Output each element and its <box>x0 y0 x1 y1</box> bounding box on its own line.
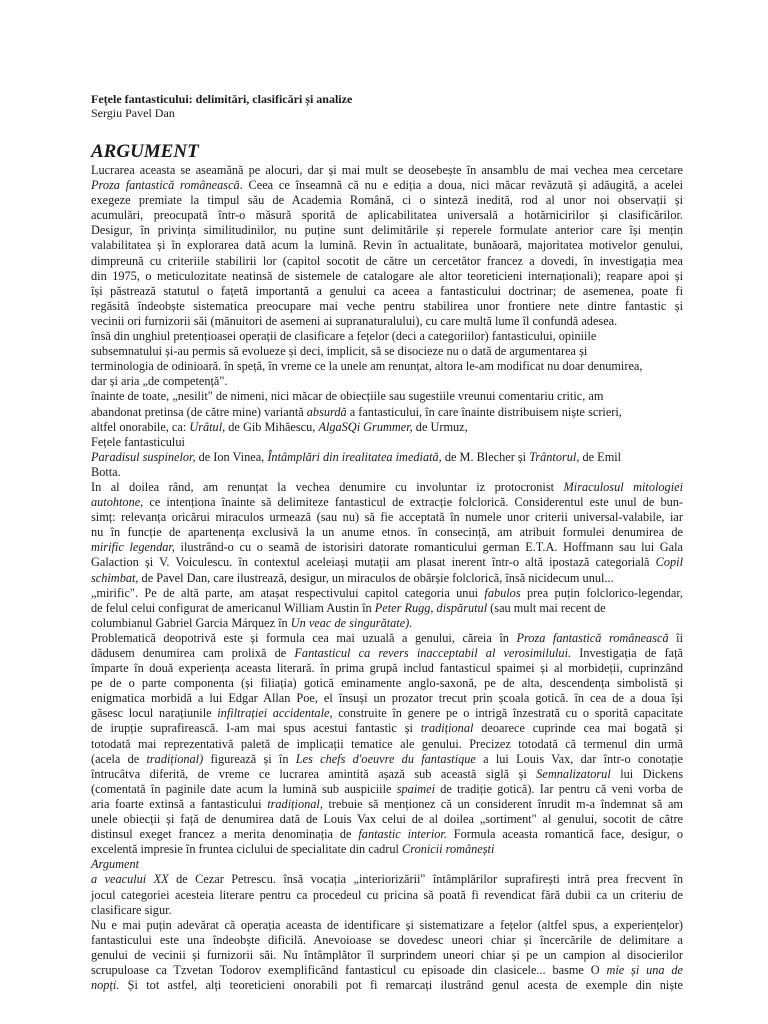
text-line: Argument <box>91 857 140 872</box>
text-line: dimpreună cu criteriile stabilirii lor (capitol socotit de către un cercetător francez a dovedi, în investigația mea <box>91 253 683 268</box>
text-line: enigmatica morbidă a lui Edgar Allan Poe, el însuși un prozator trecut prin școala gotică. în cea de a doua își <box>91 691 683 706</box>
text-line: împarte în două experiența aceasta literară. în prima grupă includ fantasticul spaimei și al morbideții, cuprinzând <box>91 661 683 676</box>
text-line: exegeze premiate la timpul său de Academia Română, ci o sinteză inedită, rod al unor noi observații și <box>91 193 683 208</box>
text-line: (acela de tradițional) figurează și în Les chefs d'oeuvre du fantastique a lui Louis Vax, dar într-o conotație <box>91 751 683 766</box>
section-heading: ARGUMENT <box>91 141 199 162</box>
text-line: nu în funcție de apartenența exclusivă la un anume etnos. în consecință, am atribuit formulei denumirea de <box>91 525 683 540</box>
text-line: acumulări, preocupată într-o măsură sporită de aplicabilitatea universală a hotărnicirilor și clasificărilor. <box>91 208 683 223</box>
text-line: Proza fantastică românească. Ceea ce înseamnă că nu e ediția a doua, nici măcar revăzută și adăugită, a acelei <box>91 178 683 193</box>
text-line: fantasticului este una îndeobște dificilă. Anevoioase se dovedesc uneori chiar și încercările de delimitare a <box>91 932 683 947</box>
text-line: Desigur, în privința similitudinilor, nu puține sunt delimitările și reperele formulate anterior care își mențin <box>91 223 683 238</box>
text-line: Botta. <box>91 464 121 479</box>
text-line: In al doilea rând, am renunțat la vechea denumire cu involuntar iz protocronist Miraculosul mitologiei <box>91 479 683 494</box>
text-line: însă din unghiul pretențioasei operații de clasificare a fețelor (deci a categoriilor) fantasticului, opiniile <box>91 329 597 344</box>
text-line: abandonat pretinsa (de către mine) variantă absurdă a fantasticului, în care înainte distribuisem niște scrieri, <box>91 404 622 419</box>
text-line: găsesc locul narațiunile infiltrației accidentale, construite în genere pe o intrigă înzestrată cu o sporită capacitate <box>91 706 683 721</box>
text-line: jocul categoriei acesteia literare pentru ca procedeul cu pricina să poată fi revendicat fără dubii ca un criteriu de <box>91 887 683 902</box>
text-line: totodată mai reprezentativă paletă de implicații tematice ale genului. Precizez totodată că termenul din urmă <box>91 736 683 751</box>
text-line: a veacului XX de Cezar Petrescu. însă vocația „interiorizării" întâmplărilor suprafirești intră prea frecvent în <box>91 872 683 887</box>
text-line: întrucâtva diferită, de vreme ce lucrarea amintită așază sub această siglă și Semnalizatorul lui Dickens <box>91 766 683 781</box>
text-line: dădusem denumirea cam prolixă de Fantasticul ca revers inacceptabil al verosimilului. Investigația de față <box>91 646 683 660</box>
body-text <box>91 163 683 993</box>
text-line: excelentă impresie în fruntea ciclului de specialitate din cadrul Cronicii românești <box>91 842 495 857</box>
text-line: pe de o parte componenta (și filiația) gotică eminamente anglo-saxonă, pe de alta, descendența simbolistă și <box>91 676 683 691</box>
text-line: vecinii ori furnizorii săi (mănuitori de asemeni ai supranaturalului), cu care multă lume îl confundă adesea. <box>91 313 618 328</box>
text-line: înainte de toate, „nesilit" de nimeni, nici măcar de obiecțiile sau sugestiile vreunui comentariu critic, am <box>91 389 604 404</box>
text-line: de felul celui configurat de americanul William Austin în Peter Rugg, dispărutul (sau mult mai recent de <box>91 600 606 615</box>
text-line: simț: relevanța oricărui miraculos urmează (sau nu) să fie acceptată în numele unor criterii universal-valabile, iar <box>91 510 683 525</box>
text-line: Galaction și V. Voiculescu. în contextul aceleiași mutații am plasat inerent într-o altă ipostază categorială Copil <box>91 555 683 570</box>
text-line: Lucrarea aceasta se aseamănă pe alocuri, dar și mai mult se deosebește în ansamblu de mai vechea mea cercetare <box>91 163 683 177</box>
text-line: „mirific". Pe de altă parte, am atașat respectivului capitol categoria unui fabulos prea puțin folclorico-legendar, <box>91 585 684 600</box>
text-line: distinsul exeget francez a merita denominația de fantastic interior. Formula aceasta romantică face, desigur, o <box>91 827 683 842</box>
text-line: columbianul Gabriel Garcia Márquez în Un veac de singurătate). <box>91 615 413 630</box>
text-line: scrupuloase ca Tzvetan Todorov exemplificând fantasticul cu episoade din clasicele... basme O mie și una de <box>91 962 683 977</box>
text-line: altfel onorabile, ca: Urâtul, de Gib Mihăescu, AlgaSQi Grummer, de Urmuz, <box>91 419 468 434</box>
document-author: Sergiu Pavel Dan <box>91 106 175 120</box>
text-line: Paradisul suspinelor, de Ion Vinea, Întâmplări din irealitatea imediată, de M. Blecher și Trântorul, de Emil <box>91 449 622 464</box>
text-line: genului de vecinii și furnizorii săi. Nu întâmplător îl surprindem uneori chiar și pe un campion al disocierilor <box>91 947 683 962</box>
text-line: Nu e mai puțin adevărat că operația aceasta de identificare și sistematizare a fețelor (altfel spus, a experiențelor) <box>91 917 683 932</box>
text-line: Problematică deopotrivă este și formula cea mai uzuală a genului, căreia în Proza fantastică românească îi <box>91 630 683 645</box>
text-line: de irupție suprafirească. I-am mai spus acestui fantastic și tradițional deoarece cuprinde cea mai bogată și <box>91 721 683 736</box>
text-line: valabilitatea și în explorarea dată acum la lumină. Revin în actualitate, bunăoară, majoritatea motivelor genului, <box>91 238 683 253</box>
text-line: unele obiecții și față de denumirea dată de Louis Vax celui de al doilea „sortiment" al genului, socotit de către <box>91 812 683 827</box>
document-header <box>91 92 691 120</box>
text-line: își păstrează statutul o fațetă importantă a genului ca aceea a fantasticului doctrinar; de asemenea, poate fi <box>91 283 683 298</box>
text-line: Fețele fantasticului <box>91 434 185 449</box>
text-line: (comentată în paginile date acum la lumină sub auspiciile spaimei de tradiție gotică). Iar pentru că veni vorba de <box>91 781 683 796</box>
text-line: dar și aria „de competență". <box>91 374 228 389</box>
text-line: nopți. Și tot astfel, alți teoreticieni onorabili pot fi remarcați ilustrând genul acesta de exemple din niște <box>91 978 683 993</box>
text-line: clasificare sigur. <box>91 902 172 917</box>
text-line: autohtone, ce intenționa înainte să delimiteze fantasticul de extracție folclorică. Considerentul este unul de bun- <box>91 495 683 510</box>
text-line: schimbat, de Pavel Dan, care ilustrează, desigur, un miraculos de obârșie folclorică, însă nicidecum unul... <box>91 570 614 585</box>
text-line: aria foarte extinsă a fantasticului tradițional, trebuie să menționez că un considerent înrudit m-a îndemnat să am <box>91 796 683 811</box>
text-line: mirific legendar, ilustrând-o cu o seamă de istorisiri datorate romanticului german E.T.A. Hoffmann sau lui Gala <box>91 540 683 555</box>
document-title: Fețele fantasticului: delimitări, clasificări și analize <box>91 92 353 106</box>
text-line: terminologia de odinioară. în speță, în vreme ce la unele am renunțat, altora le-am modificat nu doar denumirea, <box>91 359 643 374</box>
text-line: subsemnatului și-au permis să evolueze și deci, implicit, să se disocieze nu o dată de argumentarea și <box>91 344 588 359</box>
text-line: din 1975, o meticulozitate neatinsă de sistemele de catalogare ale altor teoreticieni internaționali); reapare apoi și <box>91 268 683 283</box>
text-line: regăsită îndeobște sistematica preocupare mai veche pentru stabilirea unor frontiere nete dintre fantastic și <box>91 298 683 313</box>
